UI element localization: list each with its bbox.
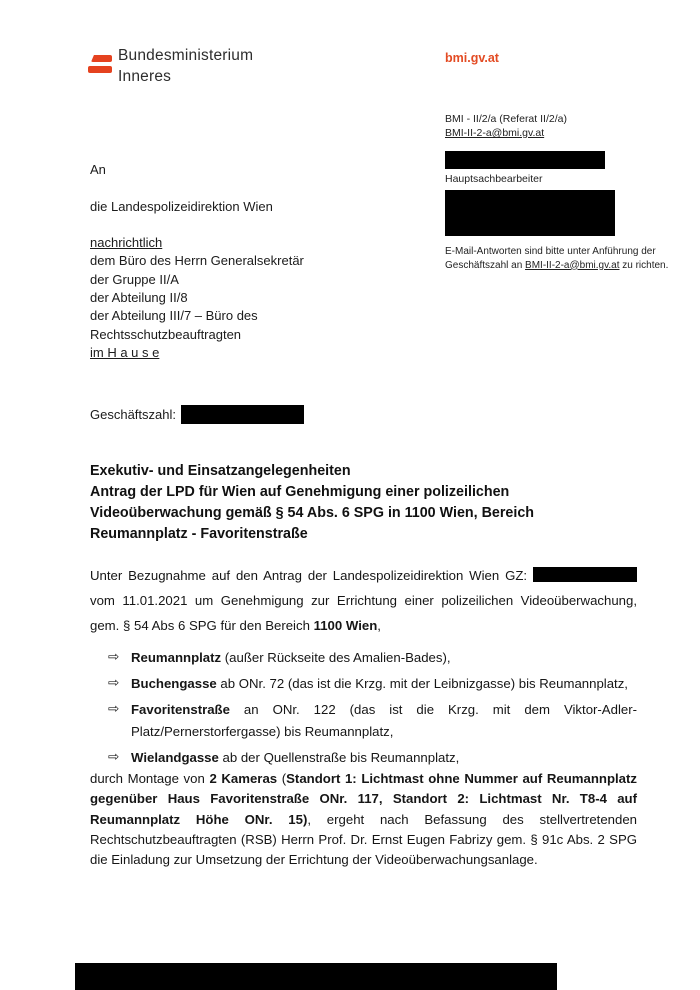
reply-note-suffix: zu richten. [619,259,669,271]
reply-note-text: E-Mail-Antworten sind bitte unter Anführung der Geschäftszahl an [445,246,656,271]
redaction-officer-contact [445,190,615,236]
ministry-sub-name: Inneres [118,68,172,85]
camera-locations-emphasis: Standort 1: Lichtmast ohne Nummer auf Reumannplatz gegenüber Haus Favoritenstraße ONr. 117, Standort 2: Lichtmast Nr. T8-4 auf Reumannplatz Höhe ONr. 15) [90,771,637,827]
cc-line: dem Büro des Herrn Generalsekretär [90,253,304,269]
case-number-line [90,405,304,424]
contact-block [445,112,685,272]
street-name: Reumannplatz [131,650,222,665]
cc-line: der Abteilung II/8 [90,290,188,306]
spacer [90,216,304,234]
recipient-intro: An [90,162,106,177]
ministry-wordmark [118,45,253,87]
cc-line: Rechtsschutzbeauftragten [90,326,242,342]
bullet-text: (außer Rückseite des Amalien-Bades), [221,650,451,665]
bullet-item [108,673,637,695]
signature-redaction-bar [75,963,557,990]
redaction-officer-name [445,151,605,169]
bullet-item [108,647,637,669]
unit-email: BMI-II-2-a@bmi.gv.at [445,127,545,139]
unit-reference: BMI - II/2/a (Referat II/2/a) [445,113,567,125]
recipient-name: die Landespolizeidirektion Wien [90,198,273,214]
in-house-note: im H a u s e [90,344,160,360]
recipient-block [90,161,304,362]
cc-line: der Abteilung III/7 – Büro des [90,308,258,324]
paragraph-text: Unter Bezugnahme auf den Antrag der Landespolizeidirektion Wien GZ: [90,568,528,583]
website-text: bmi.gv.at [445,51,499,65]
subject-title: Antrag der LPD für Wien auf Genehmigung einer polizeilichen Videoüberwachung gemäß § 54 Abs. 6 SPG in 1100 Wien, Bereich Reumannplatz - Favoritenstraße [90,484,535,542]
arrow-right-icon: ⇨ [108,675,120,691]
bullet-item [108,747,637,769]
logo-bar-bottom [88,66,112,73]
location-list [108,647,637,773]
case-number-redaction [181,405,304,424]
subject-block [90,461,562,545]
arrow-right-icon: ⇨ [108,748,120,765]
cc-label: nachrichtlich [90,235,163,251]
logo-bar-top [91,55,112,62]
gz-redaction-inline [533,567,637,582]
camera-count-emphasis: 2 Kameras [209,771,278,786]
area-emphasis: 1100 Wien [313,618,378,633]
reply-note-email: BMI-II-2-a@bmi.gv.at [525,259,620,271]
paragraph-text: vom 11.01.2021 um Genehmigung zur Errichtung einer polizeilichen Videoüberwachung, gem. § 54 Abs 6 SPG für den Bereich [90,593,637,633]
street-name: Favoritenstraße [131,702,230,717]
body-paragraph-1 [90,563,637,638]
case-officer-label: Hauptsachbearbeiter [445,173,543,185]
paragraph-text: , [377,618,381,633]
ministry-name: Bundesministerium [118,47,254,64]
body-paragraph-2 [90,769,637,870]
reply-note [445,245,685,272]
paragraph-text: ( [277,771,287,786]
cc-line: der Gruppe II/A [90,271,179,287]
arrow-right-icon: ⇨ [108,649,120,665]
bmi-flag-logo-icon [88,55,112,73]
paragraph-text: , ergeht nach Befassung des stellvertretenden Rechtschutzbeauftragten (RSB) Herrn Prof. Dr. Ernst Eugen Fabrizy gem. § 91c Abs. 2 SPG die Einladung zur Umsetzung der Errichtung der Videoüberwachungsanlage. [90,811,637,868]
spacer [90,179,304,197]
bullet-text: ab der Quellenstraße bis Reumannplatz, [218,749,460,765]
bullet-text: an ONr. 122 (das ist die Krzg. mit dem Viktor-Adler-Platz/Pernerstorfergasse) bis Reumannplatz, [131,702,637,739]
bullet-text: ab ONr. 72 (das ist die Krzg. mit der Leibnizgasse) bis Reumannplatz, [216,676,628,691]
street-name: Wielandgasse [131,749,219,765]
case-number-label: Geschäftszahl: [90,407,176,422]
street-name: Buchengasse [131,676,217,691]
paragraph-text: durch Montage von [90,771,210,786]
subject-category: Exekutiv- und Einsatzangelegenheiten [90,463,351,479]
arrow-right-icon: ⇨ [108,701,120,717]
bullet-item [108,699,637,742]
